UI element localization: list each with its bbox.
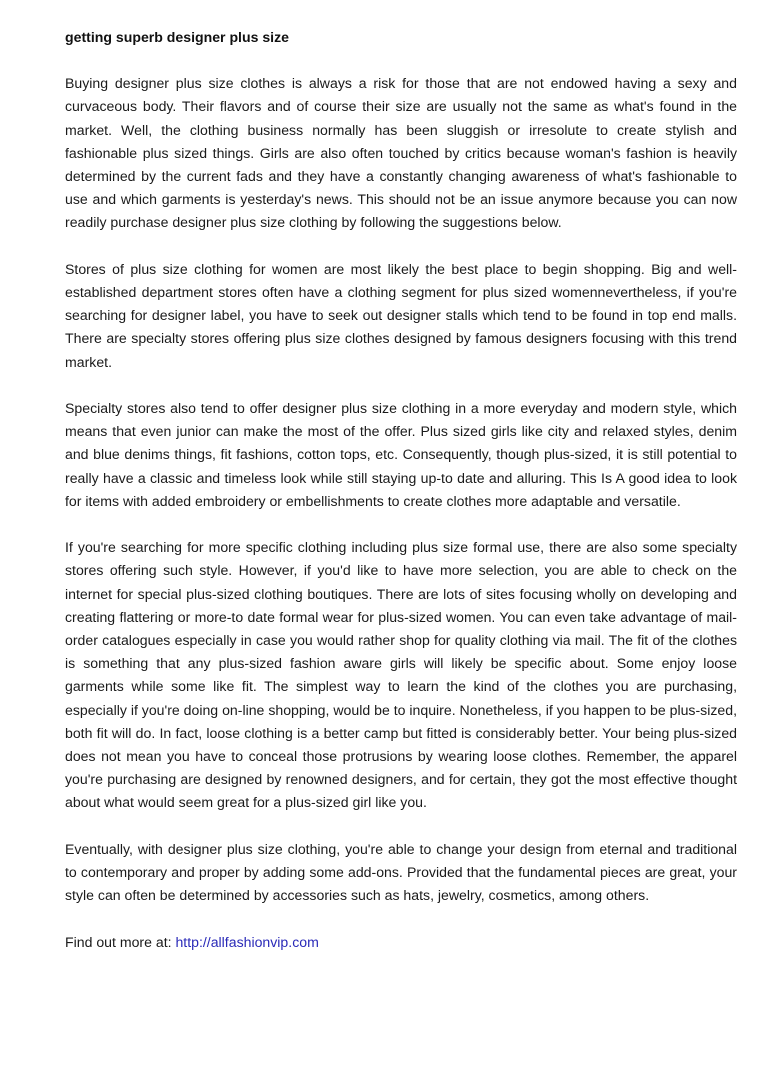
paragraph-3: Specialty stores also tend to offer designer plus size clothing in a more everyday and modern style, which means that even junior can make the most of the offer. Plus sized girls like city and relaxed styles, denim and blue denims things, fit fashions, cotton tops, etc. Consequently, though plus-sized, it is still potential to really have a classic and timeless look while still staying up-to date and alluring. This Is A good idea to look for items with added embroidery or embellishments to create clothes more adaptable and versatile. [65,400,737,509]
find-out-more-line [65,931,737,954]
paragraph-1: Buying designer plus size clothes is always a risk for those that are not endowed having a sexy and curvaceous body. Their flavors and of course their size are usually not the same as what's found in the market. Well, the clothing business normally has been sluggish or irresolute to create stylish and fashionable plus sized things. Girls are also often touched by critics because woman's fashion is heavily determined by the current fads and they have a constantly changing awareness of what's fashionable to use and which garments is yesterday's news. This should not be an issue anymore because you can now readily purchase designer plus size clothing by following the suggestions below. [65,75,737,231]
paragraph-5: Eventually, with designer plus size clothing, you're able to change your design from eternal and traditional to contemporary and proper by adding some add-ons. Provided that the fundamental pieces are great, your style can often be determined by accessories such as hats, jewelry, cosmetics, among others. [65,840,737,904]
find-out-more-label: Find out more at: [65,933,176,950]
document-title: getting superb designer plus size [65,29,289,45]
paragraph-4: If you're searching for more specific clothing including plus size formal use, there are also some specialty stores offering such style. However, if you'd like to have more selection, you are able to check on the internet for special plus-sized clothing boutiques. There are lots of sites focusing wholly on developing and creating flattering or more-to date formal wear for plus-sized women. You can even take advantage of mail-order catalogues especially in case you would rather shop for quality clothing via mail. The fit of the clothes is something that any plus-sized fashion aware girls will likely be specific about. Some enjoy loose garments while some like fit. The simplest way to learn the kind of the clothes you are purchasing, especially if you're doing on-line shopping, would be to inquire. Nonetheless, if you happen to be plus-sized, both fit will do. In fact, loose clothing is a better camp but fitted is considerably better. Your being plus-sized does not mean you have to conceal those protrusions by wearing loose clothes. Remember, the apparel you're purchasing are designed by renowned designers, and for certain, they got the most effective thought about what would seem great for a plus-sized girl like you. [65,539,737,811]
website-link[interactable]: http://allfashionvip.com [175,933,319,950]
paragraph-2: Stores of plus size clothing for women are most likely the best place to begin shopping. Big and well-established department stores often have a clothing segment for plus sized womennevertheless, if you're searching for designer label, you have to seek out designer stalls which tend to be found in top end malls. There are specialty stores offering plus size clothes designed by famous designers focusing with this trend market. [65,260,737,370]
document-body [65,26,737,954]
